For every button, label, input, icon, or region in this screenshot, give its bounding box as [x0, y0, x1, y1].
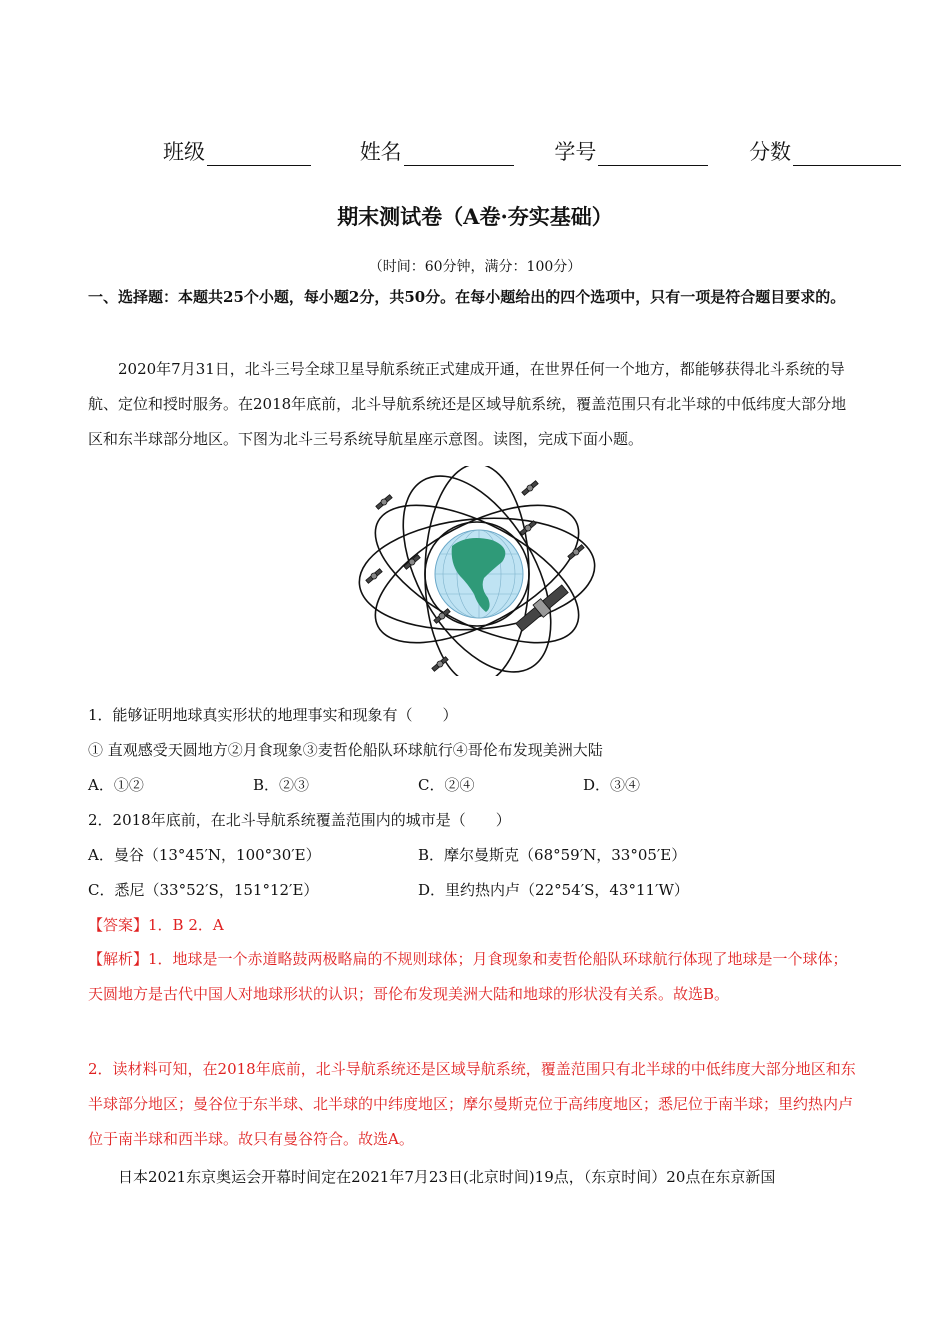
answer-line: 【答案】1．B 2．A [88, 916, 224, 934]
page-title: 期末测试卷（A卷·夯实基础） [337, 204, 613, 229]
satellite-icon [519, 520, 537, 536]
q1-option-b[interactable]: B．②③ [253, 776, 310, 794]
question-1-items: ① 直观感受天圆地方②月食现象③麦哲伦船队环球航行④哥伦布发现美洲大陆 [88, 741, 603, 759]
class-field[interactable]: 班级 [163, 136, 311, 166]
q2-option-d[interactable]: D．里约热内卢（22°54′S，43°11′W） [418, 881, 689, 899]
globe-icon [435, 530, 523, 618]
name-field[interactable]: 姓名 [360, 136, 514, 166]
satellite-icon [521, 480, 539, 496]
question-2-stem: 2．2018年底前，在北斗导航系统覆盖范围内的城市是（ ） [88, 811, 511, 829]
intro-paragraph: 2020年7月31日，北斗三号全球卫星导航系统正式建成开通，在世界任何一个地方，都能够获得北斗系统的导航、定位和授时服务。在2018年底前，北斗导航系统还是区域导航系统，覆盖范围只有北半球的中低纬度大部分地区和东半球部分地区。下图为北斗三号系统导航星座示意图。读图，完成下面小题。 [88, 360, 847, 448]
exam-info: （时间：60分钟，满分：100分） [368, 259, 582, 275]
question-1-stem: 1．能够证明地球真实形状的地理事实和现象有（ ） [88, 706, 458, 724]
q1-option-c[interactable]: C．②④ [418, 776, 475, 794]
q2-option-b[interactable]: B．摩尔曼斯克（68°59′N，33°05′E） [418, 846, 687, 864]
q2-option-a[interactable]: A．曼谷（13°45′N，100°30′E） [88, 846, 321, 864]
section-heading: 一、选择题：本题共25个小题，每小题2分，共50分。在每小题给出的四个选项中，只有一项是符合题目要求的。 [88, 288, 846, 306]
analysis-2: 2．读材料可知，在2018年底前，北斗导航系统还是区域导航系统，覆盖范围只有北半球的中低纬度大部分地区和东半球部分地区；曼谷位于东半球、北半球的中纬度地区；摩尔曼斯克位于高纬度地区；悉尼位于南半球；里约热内卢位于南半球和西半球。故只有曼谷符合。故选A。 [88, 1060, 856, 1148]
satellite-icon [403, 554, 421, 570]
satellite-icon [375, 494, 393, 510]
q2-option-c[interactable]: C．悉尼（33°52′S，151°12′E） [88, 881, 319, 899]
score-field[interactable]: 分数 [749, 136, 901, 166]
analysis-1: 【解析】1．地球是一个赤道略鼓两极略扁的不规则球体；月食现象和麦哲伦船队环球航行体现了地球是一个球体；天圆地方是古代中国人对地球形状的认识；哥伦布发现美洲大陆和地球的形状没有关系。故选B。 [88, 950, 848, 1003]
next-paragraph: 日本2021东京奥运会开幕时间定在2021年7月23日(北京时间)19点，（东京时间）20点在东京新国 [118, 1168, 776, 1186]
student-info-row [163, 136, 901, 166]
q1-option-a[interactable]: A．①② [88, 776, 144, 794]
q1-option-d[interactable]: D．③④ [583, 776, 641, 794]
satellite-icon [365, 568, 383, 584]
student-id-field[interactable]: 学号 [554, 136, 708, 166]
beidou-constellation-figure [352, 466, 602, 676]
